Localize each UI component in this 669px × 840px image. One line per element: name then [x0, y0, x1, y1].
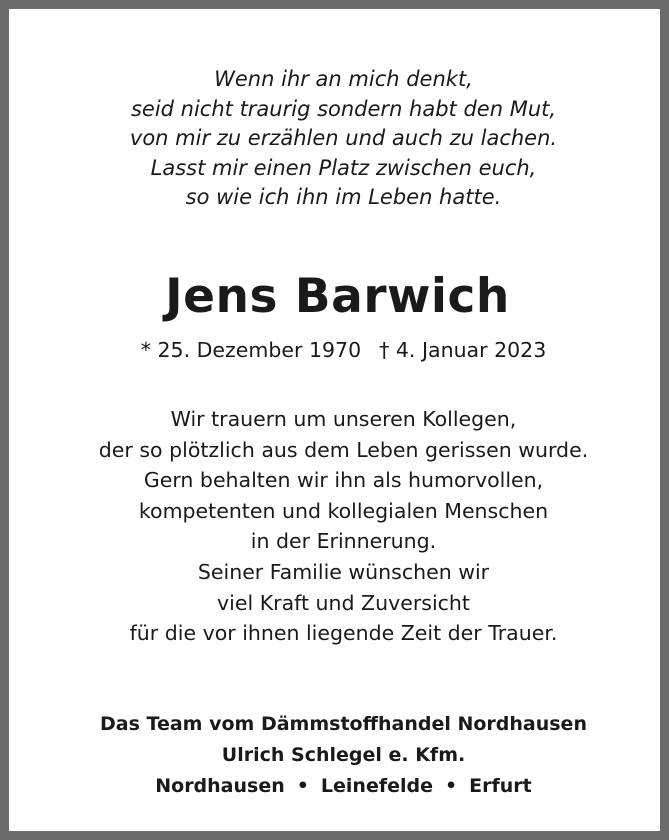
- tribute-line: der so plötzlich aus dem Leben gerissen wurde.: [98, 437, 589, 462]
- poem-line: seid nicht traurig sondern habt den Mut,: [130, 96, 557, 121]
- poem-line: Lasst mir einen Platz zwischen euch,: [150, 155, 537, 180]
- poem-line: Wenn ihr an mich denkt,: [214, 67, 473, 91]
- signature: [9, 709, 669, 802]
- poem-line: von mir zu erzählen und auch zu lachen.: [129, 126, 558, 150]
- bullet-separator: •: [445, 775, 458, 797]
- locations: [9, 771, 669, 802]
- birth-date: * 25. Dezember 1970: [140, 338, 362, 362]
- location-erfurt: Erfurt: [469, 775, 532, 797]
- location-leinefelde: Leinefelde: [320, 775, 433, 797]
- tribute-line: kompetenten und kollegialen Menschen: [138, 498, 549, 523]
- deceased-name: Jens Barwich: [165, 269, 510, 324]
- location-nordhausen: Nordhausen: [155, 775, 285, 797]
- life-dates: [9, 335, 669, 365]
- poem: [9, 65, 669, 213]
- tribute-line: Gern behalten wir ihn als humorvollen,: [143, 468, 544, 493]
- tribute-line: in der Erinnerung.: [250, 529, 437, 554]
- tribute-line: viel Kraft und Zuversicht: [217, 590, 470, 615]
- tribute-line: Seiner Familie wünschen wir: [197, 559, 490, 584]
- tribute-text: [9, 404, 669, 649]
- tribute-line: für die vor ihnen liegende Zeit der Trauer.: [129, 621, 558, 646]
- tribute-line: Wir trauern um unseren Kollegen,: [170, 407, 517, 431]
- company-name: Das Team vom Dämmstoffhandel Nordhausen: [100, 713, 587, 735]
- bullet-separator: •: [296, 775, 309, 797]
- owner-name: Ulrich Schlegel e. Kfm.: [221, 744, 466, 766]
- death-date: † 4. Januar 2023: [379, 338, 547, 362]
- poem-line: so wie ich ihn im Leben hatte.: [185, 185, 502, 209]
